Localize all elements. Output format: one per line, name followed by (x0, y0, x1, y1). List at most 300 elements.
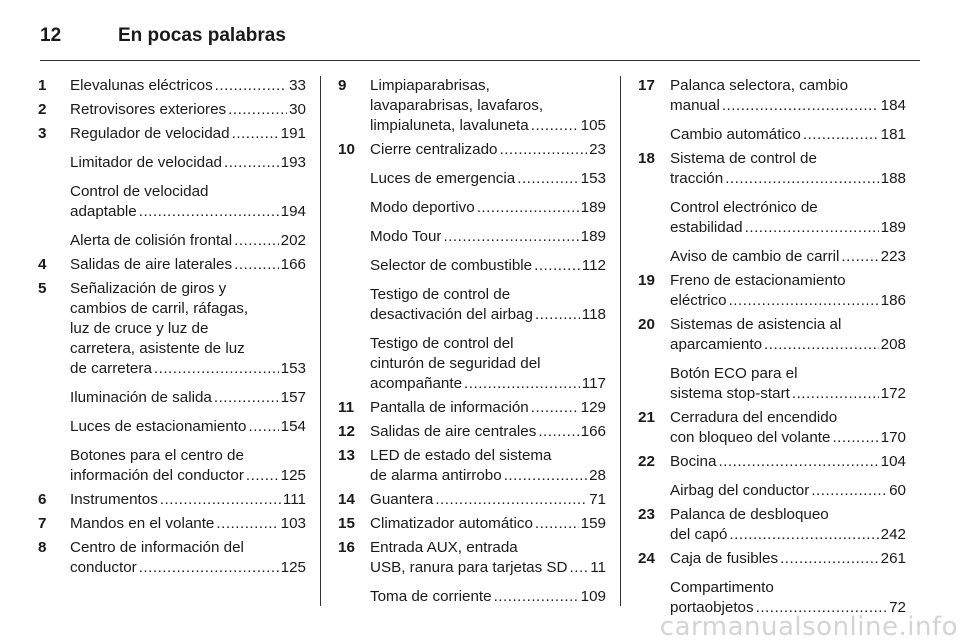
entry-number: 18 (638, 150, 655, 167)
column-divider (620, 76, 621, 606)
dot-leader (464, 374, 580, 394)
index-entry (338, 538, 606, 578)
entry-label: manual (670, 97, 720, 114)
entry-text (670, 364, 906, 404)
entry-number (338, 198, 370, 218)
index-entry (638, 315, 906, 355)
index-entry (38, 182, 306, 222)
dot-leader (531, 116, 579, 136)
entry-text (370, 76, 606, 136)
entry-number (338, 587, 370, 607)
page-reference: 261 (880, 550, 906, 567)
entry-number: 13 (338, 447, 355, 464)
entry-label: portaobjetos (670, 599, 754, 616)
entry-label: acompañante (370, 375, 463, 392)
page-reference: 118 (581, 306, 606, 323)
entry-label: Selector de combustible (370, 257, 533, 274)
index-entry (38, 153, 306, 173)
entry-label: estabilidad (670, 219, 743, 236)
entry-text (70, 388, 306, 408)
dot-leader (570, 558, 589, 578)
index-entry (338, 514, 606, 534)
entry-number: 17 (638, 77, 655, 94)
dot-leader (811, 481, 887, 501)
dot-leader (248, 417, 278, 437)
entry-last-line (70, 231, 306, 251)
entry-last-line (370, 374, 606, 394)
page-reference: 117 (581, 375, 606, 392)
page-reference: 172 (880, 385, 906, 402)
entry-last-line (670, 549, 906, 569)
page-header (40, 16, 286, 56)
entry-last-line (70, 255, 306, 275)
entry-text (670, 198, 906, 238)
column-divider (320, 76, 321, 606)
column-2 (338, 76, 606, 611)
entry-last-line (370, 558, 606, 578)
index-entry (38, 279, 306, 379)
dot-leader (729, 291, 879, 311)
entry-number: 5 (38, 280, 47, 297)
index-entry (38, 514, 306, 534)
entry-line: Testigo de control del (370, 335, 514, 352)
entry-label: Guantera (370, 491, 434, 508)
entry-last-line (70, 514, 306, 534)
entry-text (70, 76, 306, 96)
entry-text (70, 446, 306, 486)
entry-number: 2 (38, 101, 47, 118)
index-entry (638, 247, 906, 267)
index-entry (38, 100, 306, 120)
index-entry (38, 446, 306, 486)
index-entry (38, 231, 306, 251)
index-entry (338, 169, 606, 189)
entry-text (670, 271, 906, 311)
entry-label: Caja de fusibles (670, 550, 779, 567)
entry-number (38, 182, 70, 222)
entry-last-line (370, 490, 606, 510)
dot-leader (535, 514, 579, 534)
index-entry (38, 417, 306, 437)
page-reference: 191 (280, 125, 306, 142)
entry-last-line (370, 198, 606, 218)
dot-leader (443, 227, 578, 247)
index-entry (338, 256, 606, 276)
entry-text (370, 587, 606, 607)
entry-last-line (670, 96, 906, 116)
page-reference: 104 (880, 453, 906, 470)
entry-label: Mandos en el volante (70, 515, 215, 532)
entry-line: cinturón de seguridad del (370, 355, 541, 372)
entry-number: 12 (338, 423, 355, 440)
page-reference: 125 (280, 559, 306, 576)
entry-text (70, 417, 306, 437)
entry-text (70, 490, 306, 510)
entry-number (338, 256, 370, 276)
dot-leader (534, 256, 580, 276)
dot-leader (538, 422, 578, 442)
entry-last-line (670, 291, 906, 311)
entry-last-line (70, 202, 306, 222)
entry-number: 3 (38, 125, 47, 142)
entry-text (670, 452, 906, 472)
entry-number (338, 334, 370, 394)
entry-label: aparcamiento (670, 336, 763, 353)
entry-text (70, 124, 306, 144)
entry-text (670, 149, 906, 189)
entry-number: 9 (338, 77, 347, 94)
entry-label: Alerta de colisión frontal (70, 232, 233, 249)
column-3 (638, 76, 906, 622)
entry-text (70, 538, 306, 578)
entry-last-line (70, 417, 306, 437)
entry-text (370, 398, 606, 418)
page-reference: 28 (589, 467, 606, 484)
page-reference: 33 (289, 77, 306, 94)
dot-leader (764, 335, 879, 355)
dot-leader (780, 549, 879, 569)
entry-number: 20 (638, 316, 655, 333)
dot-leader (517, 169, 578, 189)
index-entry (338, 398, 606, 418)
dot-leader (139, 558, 279, 578)
entry-line: Señalización de giros y (70, 280, 227, 297)
entry-text (670, 247, 906, 267)
page-reference: 112 (581, 257, 606, 274)
entry-label: Toma de corriente (370, 588, 492, 605)
entry-text (370, 256, 606, 276)
index-entry (638, 452, 906, 472)
entry-number: 1 (38, 77, 47, 94)
entry-label: Airbag del conductor (670, 482, 810, 499)
entry-last-line (70, 100, 306, 120)
page-reference: 23 (589, 141, 606, 158)
index-entry (638, 76, 906, 116)
page-reference: 188 (880, 170, 906, 187)
index-entry (338, 587, 606, 607)
entry-last-line (70, 490, 306, 510)
entry-label: Iluminación de salida (70, 389, 212, 406)
entry-line: Testigo de control de (370, 286, 511, 303)
entry-text (670, 76, 906, 116)
dot-leader (224, 153, 279, 173)
page-reference: 186 (880, 292, 906, 309)
entry-last-line (370, 256, 606, 276)
entry-label: adaptable (70, 203, 137, 220)
entry-number: 10 (338, 141, 355, 158)
entry-number (638, 481, 670, 501)
entry-label: Regulador de velocidad (70, 125, 230, 142)
dot-leader (477, 198, 579, 218)
page-reference: 71 (589, 491, 606, 508)
entry-line: luz de cruce y luz de (70, 320, 209, 337)
entry-last-line (370, 116, 606, 136)
page-reference: 60 (889, 482, 906, 499)
index-entry (38, 490, 306, 510)
entry-number: 22 (638, 453, 655, 470)
entry-last-line (70, 388, 306, 408)
entry-last-line (370, 140, 606, 160)
index-entry (638, 481, 906, 501)
dot-leader (228, 100, 287, 120)
index-entry (338, 198, 606, 218)
entry-last-line (670, 525, 906, 545)
page-reference: 202 (280, 232, 306, 249)
entry-last-line (370, 227, 606, 247)
entry-number (638, 198, 670, 238)
dot-leader (435, 490, 587, 510)
page-title: En pocas palabras (118, 25, 286, 46)
entry-last-line (70, 124, 306, 144)
entry-label: Instrumentos (70, 491, 158, 508)
entry-number (38, 446, 70, 486)
entry-line: Cerradura del encendido (670, 409, 838, 426)
watermark: carmanualsonline.info (659, 612, 958, 642)
entry-text (670, 505, 906, 545)
entry-text (70, 255, 306, 275)
index-entry (338, 490, 606, 510)
entry-number (338, 169, 370, 189)
dot-leader (792, 384, 879, 404)
index-entry (638, 198, 906, 238)
index-entry (638, 149, 906, 189)
dot-leader (729, 525, 878, 545)
entry-last-line (670, 247, 906, 267)
entry-line: Limpiaparabrisas, (370, 77, 490, 94)
page-reference: 184 (880, 97, 906, 114)
index-entry (638, 364, 906, 404)
entry-last-line (670, 481, 906, 501)
page-reference: 193 (280, 154, 306, 171)
entry-number: 23 (638, 506, 655, 523)
entry-text (70, 279, 306, 379)
entry-number (638, 247, 670, 267)
entry-text (70, 100, 306, 120)
dot-leader (499, 140, 587, 160)
entry-line: lavaparabrisas, lavafaros, (370, 97, 544, 114)
page-reference: 109 (580, 588, 606, 605)
entry-label: Luces de estacionamiento (70, 418, 247, 435)
entry-text (370, 538, 606, 578)
entry-number: 14 (338, 491, 355, 508)
dot-leader (234, 231, 279, 251)
entry-last-line (370, 169, 606, 189)
entry-last-line (670, 428, 906, 448)
page-reference: 11 (590, 559, 606, 576)
page-reference: 166 (280, 256, 306, 273)
page-reference: 153 (580, 170, 606, 187)
index-entry (638, 549, 906, 569)
dot-leader (216, 514, 278, 534)
page-reference: 166 (580, 423, 606, 440)
entry-number: 24 (638, 550, 655, 567)
entry-text (370, 140, 606, 160)
index-entry (338, 422, 606, 442)
dot-leader (494, 587, 579, 607)
entry-number: 6 (38, 491, 47, 508)
entry-label: Salidas de aire centrales (370, 423, 537, 440)
entry-text (370, 334, 606, 394)
dot-leader (160, 490, 281, 510)
page-reference: 242 (880, 526, 906, 543)
page-reference: 189 (880, 219, 906, 236)
page-reference: 111 (282, 491, 306, 508)
entry-text (370, 198, 606, 218)
entry-line: Sistema de control de (670, 150, 817, 167)
entry-number: 15 (338, 515, 355, 532)
page-reference: 189 (580, 228, 606, 245)
index-entry (338, 227, 606, 247)
entry-label: Luces de emergencia (370, 170, 516, 187)
entry-last-line (70, 558, 306, 578)
index-entry (38, 124, 306, 144)
entry-label: Cierre centralizado (370, 141, 498, 158)
entry-text (670, 408, 906, 448)
dot-leader (214, 388, 279, 408)
entry-last-line (70, 466, 306, 486)
index-entry (38, 76, 306, 96)
dot-leader (215, 76, 287, 96)
index-entry (338, 285, 606, 325)
page-reference: 154 (280, 418, 306, 435)
entry-last-line (70, 359, 306, 379)
entry-label: Climatizador automático (370, 515, 533, 532)
entry-text (370, 169, 606, 189)
entry-label: de carretera (70, 360, 152, 377)
header-rule (40, 60, 920, 61)
entry-number: 11 (338, 399, 355, 416)
page-reference: 170 (880, 429, 906, 446)
page-reference: 223 (880, 248, 906, 265)
entry-text (70, 182, 306, 222)
index-entry (638, 505, 906, 545)
entry-line: carretera, asistente de luz (70, 340, 245, 357)
entry-label: Aviso de cambio de carril (670, 248, 840, 265)
entry-label: tracción (670, 170, 724, 187)
entry-label: conductor (70, 559, 137, 576)
dot-leader (234, 255, 279, 275)
entry-text (670, 125, 906, 145)
entry-line: Entrada AUX, entrada (370, 539, 518, 556)
column-1 (38, 76, 306, 582)
entry-number (38, 231, 70, 251)
dot-leader (832, 428, 878, 448)
entry-last-line (670, 384, 906, 404)
page-reference: 189 (580, 199, 606, 216)
entry-line: LED de estado del sistema (370, 447, 552, 464)
page-reference: 181 (880, 126, 906, 143)
page-reference: 72 (889, 599, 906, 616)
entry-line: Sistemas de asistencia al (670, 316, 842, 333)
entry-last-line (670, 169, 906, 189)
entry-line: Control electrónico de (670, 199, 818, 216)
entry-number: 7 (38, 515, 47, 532)
entry-last-line (370, 514, 606, 534)
entry-line: Freno de estacionamiento (670, 272, 846, 289)
dot-leader (841, 247, 878, 267)
entry-text (70, 231, 306, 251)
dot-leader (725, 169, 878, 189)
dot-leader (745, 218, 879, 238)
entry-label: eléctrico (670, 292, 727, 309)
entry-number: 19 (638, 272, 655, 289)
index-entry (338, 334, 606, 394)
entry-last-line (70, 153, 306, 173)
page-reference: 157 (280, 389, 306, 406)
entry-number (38, 417, 70, 437)
entry-last-line (670, 125, 906, 145)
page-reference: 159 (580, 515, 606, 532)
index-entry (38, 388, 306, 408)
page-reference: 125 (280, 467, 306, 484)
entry-number (338, 227, 370, 247)
entry-line: Botones para el centro de (70, 447, 244, 464)
dot-leader (504, 466, 587, 486)
entry-label: Retrovisores exteriores (70, 101, 227, 118)
entry-text (670, 481, 906, 501)
entry-number: 4 (38, 256, 47, 273)
page-reference: 103 (280, 515, 306, 532)
entry-number (38, 388, 70, 408)
entry-label: Elevalunas eléctricos (70, 77, 213, 94)
page-number: 12 (40, 25, 62, 46)
entry-text (370, 446, 606, 486)
page-reference: 129 (580, 399, 606, 416)
entry-label: sistema stop-start (670, 385, 790, 402)
entry-last-line (670, 335, 906, 355)
page-reference: 208 (880, 336, 906, 353)
index-entry (338, 76, 606, 136)
entry-number (38, 153, 70, 173)
entry-text (70, 153, 306, 173)
index-entry (638, 125, 906, 145)
entry-label: Modo Tour (370, 228, 442, 245)
page-reference: 153 (280, 360, 306, 377)
entry-line: Compartimento (670, 579, 774, 596)
index-entry (38, 255, 306, 275)
entry-label: Salidas de aire laterales (70, 256, 233, 273)
entry-label: Bocina (670, 453, 717, 470)
entry-last-line (370, 422, 606, 442)
page-reference: 194 (280, 203, 306, 220)
entry-text (370, 514, 606, 534)
entry-last-line (370, 466, 606, 486)
index-entry (338, 140, 606, 160)
entry-text (670, 315, 906, 355)
entry-number: 21 (638, 409, 655, 426)
entry-label: Limitador de velocidad (70, 154, 222, 171)
entry-line: cambios de carril, ráfagas, (70, 300, 249, 317)
entry-number: 8 (38, 539, 47, 556)
page-reference: 105 (580, 117, 606, 134)
entry-line: Centro de información del (70, 539, 244, 556)
entry-last-line (370, 305, 606, 325)
entry-text (370, 490, 606, 510)
entry-label: con bloqueo del volante (670, 429, 831, 446)
entry-last-line (670, 452, 906, 472)
entry-line: Botón ECO para el (670, 365, 798, 382)
page-reference: 30 (289, 101, 306, 118)
entry-line: Control de velocidad (70, 183, 209, 200)
dot-leader (803, 125, 879, 145)
entry-text (670, 549, 906, 569)
index-entry (638, 271, 906, 311)
entry-text (370, 422, 606, 442)
dot-leader (139, 202, 279, 222)
entry-number (638, 364, 670, 404)
entry-last-line (670, 218, 906, 238)
entry-label: Modo deportivo (370, 199, 475, 216)
